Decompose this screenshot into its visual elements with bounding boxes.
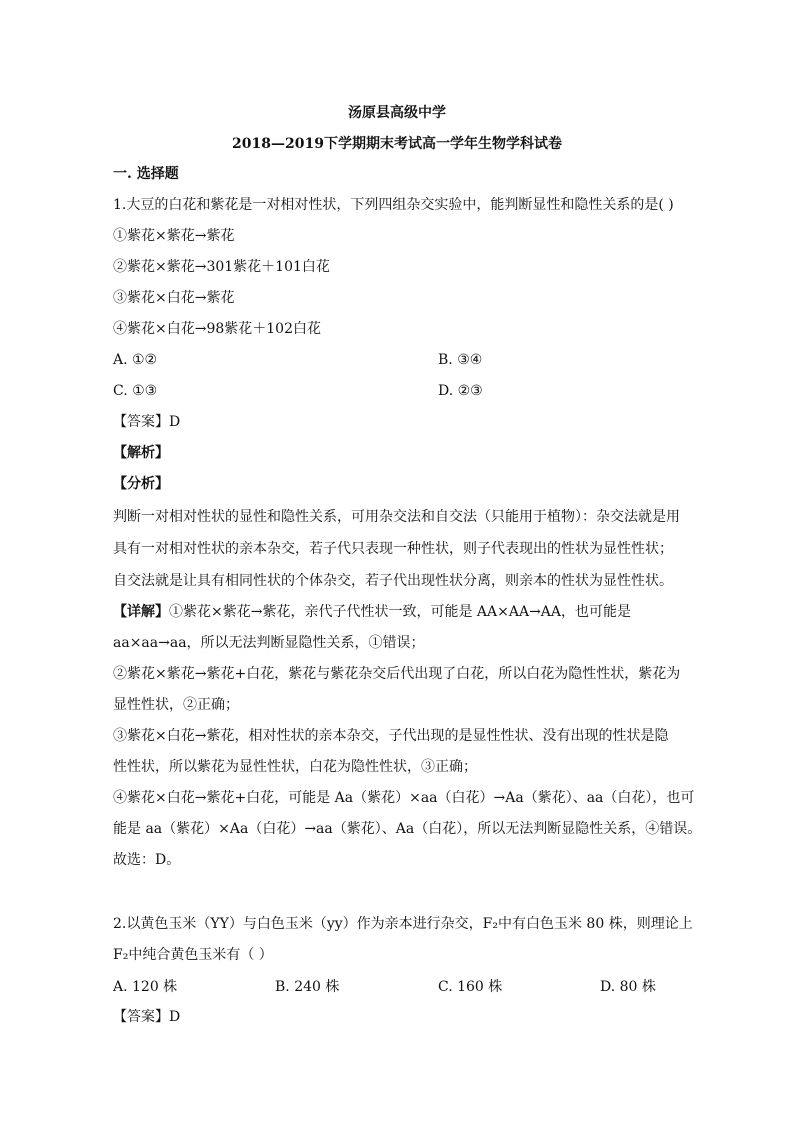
q1-fenxi-line-1: 判断一对相对性状的显性和隐性关系，可用杂交法和自交法（只能用于植物）：杂交法就是用 — [113, 509, 680, 525]
q1-stem: 1.大豆的白花和紫花是一对相对性状，下列四组杂交实验中，能判断显性和隐性关系的是( ) — [113, 197, 674, 213]
q2-stem-line-2: F₂中纯合黄色玉米有（ ） — [113, 947, 273, 963]
q1-item-2: ②紫花×紫花→301紫花＋101白花 — [113, 259, 330, 275]
q1-detail-line-7: ④紫花×白花→紫花+白花，可能是 Aa（紫花）×aa（白花）→Aa（紫花）、aa（白花），也可 — [113, 790, 695, 806]
q2-option-d: D. 80 株 — [600, 979, 656, 995]
section-heading: 一. 选择题 — [113, 166, 179, 182]
q2-option-a: A. 120 株 — [113, 979, 178, 995]
q1-item-1: ①紫花×紫花→紫花 — [113, 228, 235, 244]
q1-detail-line-1 — [113, 602, 631, 622]
q1-item-4: ④紫花×白花→98紫花＋102白花 — [113, 321, 321, 337]
school-title: 汤原县高级中学 — [348, 105, 446, 121]
q1-option-c: C. ①③ — [113, 383, 158, 399]
q1-detail-line-2: aa×aa→aa，所以无法判断显隐性关系，①错误； — [113, 635, 425, 651]
q2-option-b: B. 240 株 — [275, 979, 340, 995]
q1-item-3: ③紫花×白花→紫花 — [113, 290, 235, 306]
q1-detail-label: 【详解】 — [113, 604, 169, 620]
q1-answer: 【答案】D — [113, 414, 181, 430]
q1-detail-line-4: 显性性状，②正确； — [113, 697, 239, 713]
q1-detail-text-1: ①紫花×紫花→紫花，亲代子代性状一致，可能是 AA×AA→AA，也可能是 — [169, 604, 632, 620]
q1-option-d: D. ②③ — [438, 383, 483, 399]
q1-option-a: A. ①② — [113, 352, 158, 368]
q1-detail-line-6: 性性状，所以紫花为显性性状，白花为隐性性状，③正确； — [113, 759, 477, 775]
q1-detail-line-8: 能是 aa（紫花）×Aa（白花）→aa（紫花）、Aa（白花），所以无法判断显隐性关系，④错误。 — [113, 821, 702, 837]
q2-answer: 【答案】D — [113, 1009, 181, 1025]
q1-detail-line-3: ②紫花×紫花→紫花+白花，紫花与紫花杂交后代出现了白花，所以白花为隐性性状，紫花为 — [113, 666, 681, 682]
q1-detail-line-5: ③紫花×白花→紫花，相对性状的亲本杂交，子代出现的是显性性状、没有出现的性状是隐 — [113, 728, 669, 744]
q1-detail-line-9: 故选：D。 — [113, 852, 181, 868]
q1-fenxi-line-2: 具有一对相对性状的亲本杂交，若子代只表现一种性状，则子代表现出的性状为显性性状； — [113, 541, 673, 557]
exam-title: 2018—2019下学期期末考试高一学年生物学科试卷 — [232, 136, 562, 152]
q2-stem-line-1: 2.以黄色玉米（YY）与白色玉米（yy）作为亲本进行杂交，F₂中有白色玉米 80 株，则理论上 — [113, 916, 693, 932]
q1-fenxi-line-3: 自交法就是让具有相同性状的个体杂交，若子代出现性状分离，则亲本的性状为显性性状。 — [113, 573, 673, 589]
q1-analysis-heading: 【解析】 — [113, 445, 169, 461]
q2-options-row — [0, 976, 794, 996]
q2-option-c: C. 160 株 — [438, 979, 503, 995]
q1-option-b: B. ③④ — [438, 352, 483, 368]
q1-fenxi-heading: 【分析】 — [113, 476, 169, 492]
